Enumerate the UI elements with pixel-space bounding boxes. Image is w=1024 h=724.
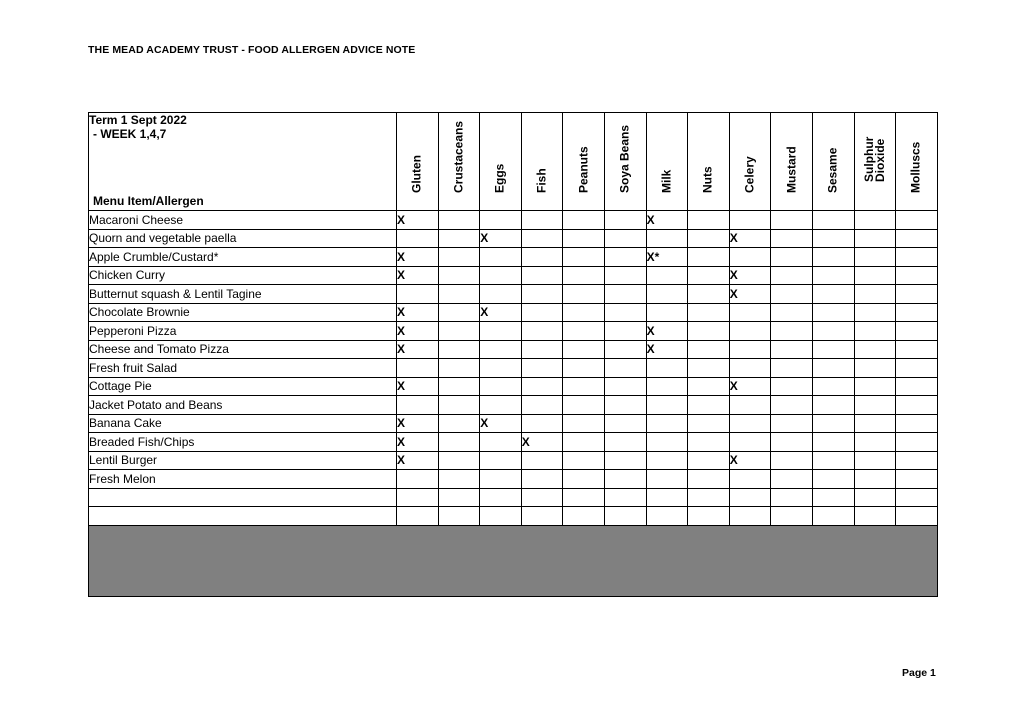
allergen-mark-cell xyxy=(521,340,563,359)
menu-item-cell: Butternut squash & Lentil Tagine xyxy=(89,285,397,304)
allergen-mark-cell xyxy=(438,229,480,248)
allergen-mark-cell xyxy=(563,414,605,433)
allergen-mark-cell xyxy=(604,414,646,433)
document-title: THE MEAD ACADEMY TRUST - FOOD ALLERGEN ADVICE NOTE xyxy=(88,44,416,56)
allergen-mark-cell xyxy=(604,248,646,267)
allergen-mark-cell xyxy=(604,377,646,396)
allergen-mark-cell xyxy=(480,396,522,415)
allergen-mark-cell xyxy=(812,359,854,378)
allergen-mark-cell xyxy=(812,303,854,322)
week-label: - WEEK 1,4,7 xyxy=(93,127,167,141)
allergen-mark-cell: X* xyxy=(646,248,688,267)
table-body xyxy=(89,211,938,597)
allergen-mark-cell xyxy=(438,470,480,489)
allergen-mark-cell xyxy=(854,211,896,230)
allergen-mark-cell xyxy=(688,470,730,489)
table-row xyxy=(89,359,938,378)
allergen-mark-cell xyxy=(480,507,522,526)
allergen-mark-cell xyxy=(563,211,605,230)
allergen-mark-cell xyxy=(896,322,938,341)
allergen-mark-cell xyxy=(604,266,646,285)
allergen-mark-cell xyxy=(854,470,896,489)
table-row xyxy=(89,433,938,452)
allergen-mark-cell xyxy=(604,303,646,322)
allergen-mark-cell xyxy=(563,266,605,285)
allergen-mark-cell: X xyxy=(397,414,439,433)
allergen-mark-cell xyxy=(563,377,605,396)
allergen-mark-cell xyxy=(604,451,646,470)
allergen-mark-cell xyxy=(729,414,771,433)
allergen-mark-cell xyxy=(480,285,522,304)
allergen-header-label: Milk xyxy=(659,169,674,193)
allergen-header-label: Peanuts xyxy=(576,146,591,193)
allergen-mark-cell: X xyxy=(646,322,688,341)
row-header-label: Menu Item/Allergen xyxy=(93,194,204,208)
allergen-mark-cell xyxy=(480,488,522,507)
allergen-header-label: Fish xyxy=(534,168,549,193)
allergen-mark-cell xyxy=(729,470,771,489)
allergen-mark-cell xyxy=(438,285,480,304)
allergen-mark-cell xyxy=(854,248,896,267)
allergen-mark-cell xyxy=(896,451,938,470)
allergen-mark-cell xyxy=(480,211,522,230)
allergen-mark-cell xyxy=(438,303,480,322)
allergen-mark-cell xyxy=(646,414,688,433)
allergen-mark-cell xyxy=(521,285,563,304)
table-row xyxy=(89,248,938,267)
allergen-mark-cell xyxy=(854,396,896,415)
allergen-mark-cell xyxy=(563,451,605,470)
allergen-mark-cell xyxy=(688,211,730,230)
allergen-mark-cell xyxy=(521,359,563,378)
allergen-mark-cell xyxy=(646,488,688,507)
allergen-mark-cell xyxy=(896,507,938,526)
allergen-mark-cell xyxy=(812,285,854,304)
allergen-mark-cell xyxy=(480,340,522,359)
allergen-mark-cell xyxy=(771,211,813,230)
allergen-mark-cell xyxy=(688,414,730,433)
allergen-mark-cell xyxy=(896,211,938,230)
allergen-mark-cell xyxy=(812,396,854,415)
allergen-mark-cell xyxy=(438,433,480,452)
allergen-mark-cell xyxy=(896,229,938,248)
allergen-mark-cell xyxy=(896,266,938,285)
allergen-header xyxy=(397,113,439,211)
allergen-mark-cell xyxy=(604,285,646,304)
allergen-mark-cell xyxy=(729,507,771,526)
allergen-mark-cell xyxy=(604,211,646,230)
allergen-mark-cell xyxy=(771,488,813,507)
allergen-mark-cell: X xyxy=(397,303,439,322)
allergen-mark-cell xyxy=(563,248,605,267)
allergen-header-label: Sesame xyxy=(825,147,840,193)
allergen-mark-cell xyxy=(604,340,646,359)
allergen-mark-cell xyxy=(646,507,688,526)
allergen-mark-cell xyxy=(646,285,688,304)
allergen-mark-cell xyxy=(812,470,854,489)
allergen-mark-cell xyxy=(771,470,813,489)
allergen-mark-cell xyxy=(480,451,522,470)
menu-item-cell: Chicken Curry xyxy=(89,266,397,285)
allergen-mark-cell xyxy=(812,451,854,470)
allergen-mark-cell xyxy=(688,229,730,248)
allergen-mark-cell xyxy=(646,266,688,285)
allergen-mark-cell xyxy=(688,266,730,285)
allergen-mark-cell xyxy=(480,248,522,267)
allergen-mark-cell xyxy=(812,229,854,248)
allergen-mark-cell xyxy=(604,433,646,452)
allergen-mark-cell xyxy=(688,322,730,341)
allergen-mark-cell xyxy=(438,340,480,359)
allergen-mark-cell: X xyxy=(397,248,439,267)
allergen-mark-cell xyxy=(480,322,522,341)
allergen-mark-cell xyxy=(771,266,813,285)
allergen-mark-cell xyxy=(729,359,771,378)
allergen-mark-cell xyxy=(521,470,563,489)
allergen-mark-cell xyxy=(854,488,896,507)
allergen-mark-cell xyxy=(729,248,771,267)
allergen-mark-cell xyxy=(812,488,854,507)
menu-item-cell: Jacket Potato and Beans xyxy=(89,396,397,415)
allergen-mark-cell xyxy=(688,248,730,267)
allergen-mark-cell: X xyxy=(397,266,439,285)
allergen-mark-cell xyxy=(729,303,771,322)
allergen-mark-cell xyxy=(896,285,938,304)
term-label: Term 1 Sept 2022 xyxy=(89,113,187,127)
allergen-mark-cell xyxy=(646,396,688,415)
menu-item-cell: Lentil Burger xyxy=(89,451,397,470)
allergen-mark-cell xyxy=(563,340,605,359)
allergen-mark-cell: X xyxy=(397,340,439,359)
allergen-header-label: Molluscs xyxy=(908,141,923,193)
allergen-mark-cell xyxy=(521,488,563,507)
filler-cell xyxy=(89,525,938,596)
allergen-header xyxy=(438,113,480,211)
allergen-mark-cell xyxy=(771,433,813,452)
allergen-mark-cell xyxy=(729,211,771,230)
allergen-header-label: Mustard xyxy=(784,146,799,193)
allergen-mark-cell xyxy=(771,507,813,526)
allergen-mark-cell xyxy=(771,303,813,322)
allergen-mark-cell xyxy=(438,451,480,470)
allergen-mark-cell xyxy=(854,266,896,285)
allergen-header-label: Eggs xyxy=(492,163,507,193)
menu-item-cell xyxy=(89,507,397,526)
allergen-mark-cell xyxy=(688,359,730,378)
allergen-mark-cell: X xyxy=(646,340,688,359)
table-row xyxy=(89,470,938,489)
allergen-mark-cell xyxy=(854,285,896,304)
allergen-mark-cell xyxy=(896,340,938,359)
allergen-header-label: Soya Beans xyxy=(617,124,632,193)
allergen-mark-cell xyxy=(812,507,854,526)
table-row xyxy=(89,229,938,248)
allergen-mark-cell xyxy=(729,322,771,341)
allergen-mark-cell xyxy=(438,322,480,341)
allergen-mark-cell xyxy=(397,285,439,304)
allergen-mark-cell xyxy=(771,248,813,267)
table-row xyxy=(89,211,938,230)
allergen-header xyxy=(521,113,563,211)
allergen-mark-cell xyxy=(854,359,896,378)
table-row xyxy=(89,303,938,322)
allergen-mark-cell xyxy=(521,396,563,415)
allergen-mark-cell xyxy=(688,433,730,452)
allergen-mark-cell xyxy=(563,359,605,378)
allergen-mark-cell xyxy=(688,377,730,396)
allergen-mark-cell xyxy=(688,285,730,304)
allergen-mark-cell xyxy=(896,414,938,433)
allergen-mark-cell xyxy=(812,248,854,267)
allergen-mark-cell xyxy=(521,507,563,526)
allergen-mark-cell xyxy=(812,414,854,433)
allergen-mark-cell xyxy=(854,340,896,359)
allergen-mark-cell xyxy=(771,322,813,341)
allergen-mark-cell xyxy=(521,322,563,341)
allergen-mark-cell xyxy=(812,433,854,452)
allergen-mark-cell xyxy=(646,470,688,489)
menu-item-cell: Banana Cake xyxy=(89,414,397,433)
allergen-mark-cell xyxy=(646,229,688,248)
allergen-mark-cell xyxy=(521,248,563,267)
filler-row xyxy=(89,525,938,596)
allergen-mark-cell xyxy=(480,266,522,285)
header-row xyxy=(89,113,938,211)
table-row xyxy=(89,488,938,507)
allergen-mark-cell: X xyxy=(480,229,522,248)
allergen-header-label: Nuts xyxy=(700,166,715,193)
allergen-header xyxy=(854,113,896,211)
allergen-mark-cell xyxy=(896,488,938,507)
allergen-mark-cell xyxy=(604,470,646,489)
allergen-mark-cell xyxy=(563,322,605,341)
allergen-mark-cell xyxy=(438,488,480,507)
allergen-header xyxy=(896,113,938,211)
allergen-mark-cell xyxy=(563,396,605,415)
allergen-mark-cell xyxy=(646,451,688,470)
allergen-mark-cell xyxy=(896,377,938,396)
allergen-header-label: Celery xyxy=(742,156,757,193)
allergen-mark-cell xyxy=(521,451,563,470)
allergen-mark-cell xyxy=(771,359,813,378)
menu-item-cell xyxy=(89,488,397,507)
allergen-mark-cell xyxy=(854,377,896,396)
allergen-mark-cell xyxy=(688,451,730,470)
allergen-mark-cell: X xyxy=(397,211,439,230)
allergen-mark-cell xyxy=(771,229,813,248)
allergen-mark-cell xyxy=(604,229,646,248)
allergen-header xyxy=(563,113,605,211)
menu-item-header xyxy=(89,113,397,211)
table-row xyxy=(89,266,938,285)
allergen-mark-cell xyxy=(646,433,688,452)
allergen-header xyxy=(604,113,646,211)
menu-item-cell: Pepperoni Pizza xyxy=(89,322,397,341)
allergen-mark-cell xyxy=(896,303,938,322)
allergen-mark-cell: X xyxy=(397,322,439,341)
allergen-mark-cell: X xyxy=(480,414,522,433)
allergen-mark-cell: X xyxy=(521,433,563,452)
table-row xyxy=(89,377,938,396)
allergen-mark-cell xyxy=(771,396,813,415)
allergen-mark-cell xyxy=(771,451,813,470)
allergen-mark-cell xyxy=(812,377,854,396)
allergen-mark-cell: X xyxy=(729,266,771,285)
allergen-mark-cell xyxy=(563,470,605,489)
allergen-mark-cell xyxy=(854,322,896,341)
allergen-header-label: Crustaceans xyxy=(451,120,466,193)
allergen-mark-cell xyxy=(438,211,480,230)
allergen-mark-cell xyxy=(688,303,730,322)
allergen-mark-cell xyxy=(521,414,563,433)
allergen-mark-cell xyxy=(563,507,605,526)
table-row xyxy=(89,451,938,470)
allergen-mark-cell xyxy=(854,507,896,526)
allergen-mark-cell xyxy=(604,507,646,526)
allergen-mark-cell: X xyxy=(729,285,771,304)
allergen-mark-cell xyxy=(480,377,522,396)
allergen-mark-cell xyxy=(438,414,480,433)
allergen-mark-cell xyxy=(397,359,439,378)
allergen-mark-cell xyxy=(521,266,563,285)
allergen-mark-cell xyxy=(563,229,605,248)
allergen-mark-cell xyxy=(854,229,896,248)
menu-item-cell: Macaroni Cheese xyxy=(89,211,397,230)
allergen-header xyxy=(729,113,771,211)
allergen-mark-cell: X xyxy=(646,211,688,230)
allergen-header-label: Sulphur Dioxide xyxy=(861,136,887,182)
allergen-mark-cell xyxy=(854,451,896,470)
allergen-mark-cell xyxy=(812,266,854,285)
table-row xyxy=(89,414,938,433)
menu-item-cell: Apple Crumble/Custard* xyxy=(89,248,397,267)
menu-item-cell: Breaded Fish/Chips xyxy=(89,433,397,452)
allergen-mark-cell xyxy=(729,340,771,359)
allergen-header-label: Gluten xyxy=(409,155,424,193)
allergen-mark-cell xyxy=(688,488,730,507)
page-number: Page 1 xyxy=(902,667,936,679)
allergen-mark-cell xyxy=(688,396,730,415)
allergen-mark-cell xyxy=(729,396,771,415)
allergen-mark-cell xyxy=(854,433,896,452)
allergen-mark-cell: X xyxy=(480,303,522,322)
allergen-mark-cell: X xyxy=(397,451,439,470)
allergen-mark-cell xyxy=(438,396,480,415)
allergen-mark-cell xyxy=(480,359,522,378)
allergen-mark-cell xyxy=(812,211,854,230)
allergen-mark-cell xyxy=(438,248,480,267)
menu-item-cell: Fresh Melon xyxy=(89,470,397,489)
allergen-mark-cell xyxy=(480,470,522,489)
allergen-mark-cell xyxy=(771,340,813,359)
allergen-mark-cell xyxy=(563,433,605,452)
allergen-mark-cell xyxy=(729,433,771,452)
allergen-mark-cell xyxy=(563,303,605,322)
allergen-mark-cell: X xyxy=(729,229,771,248)
allergen-mark-cell xyxy=(646,359,688,378)
allergen-mark-cell xyxy=(896,248,938,267)
allergen-table xyxy=(88,112,938,597)
allergen-header xyxy=(812,113,854,211)
allergen-header xyxy=(771,113,813,211)
allergen-mark-cell xyxy=(854,303,896,322)
allergen-mark-cell xyxy=(688,507,730,526)
allergen-mark-cell xyxy=(521,229,563,248)
allergen-mark-cell xyxy=(771,285,813,304)
allergen-mark-cell xyxy=(771,414,813,433)
allergen-mark-cell xyxy=(563,285,605,304)
allergen-mark-cell xyxy=(438,377,480,396)
allergen-mark-cell xyxy=(646,303,688,322)
allergen-header xyxy=(480,113,522,211)
allergen-mark-cell xyxy=(604,359,646,378)
allergen-mark-cell: X xyxy=(397,433,439,452)
menu-item-cell: Cottage Pie xyxy=(89,377,397,396)
allergen-mark-cell xyxy=(438,266,480,285)
allergen-mark-cell: X xyxy=(729,377,771,396)
allergen-mark-cell xyxy=(729,488,771,507)
allergen-mark-cell xyxy=(521,303,563,322)
menu-item-cell: Fresh fruit Salad xyxy=(89,359,397,378)
table-row xyxy=(89,285,938,304)
allergen-mark-cell xyxy=(480,433,522,452)
table-row xyxy=(89,340,938,359)
allergen-header xyxy=(688,113,730,211)
allergen-mark-cell xyxy=(771,377,813,396)
menu-item-cell: Cheese and Tomato Pizza xyxy=(89,340,397,359)
allergen-mark-cell xyxy=(604,322,646,341)
table-row xyxy=(89,322,938,341)
allergen-mark-cell xyxy=(563,488,605,507)
allergen-mark-cell xyxy=(688,340,730,359)
allergen-mark-cell xyxy=(854,414,896,433)
allergen-mark-cell xyxy=(521,211,563,230)
allergen-mark-cell xyxy=(896,359,938,378)
allergen-mark-cell xyxy=(521,377,563,396)
menu-item-cell: Chocolate Brownie xyxy=(89,303,397,322)
allergen-mark-cell xyxy=(896,433,938,452)
allergen-mark-cell xyxy=(604,488,646,507)
table-row xyxy=(89,507,938,526)
allergen-mark-cell xyxy=(397,396,439,415)
allergen-mark-cell xyxy=(397,507,439,526)
allergen-mark-cell: X xyxy=(729,451,771,470)
allergen-mark-cell xyxy=(397,470,439,489)
allergen-mark-cell: X xyxy=(397,377,439,396)
allergen-mark-cell xyxy=(397,229,439,248)
allergen-mark-cell xyxy=(646,377,688,396)
allergen-mark-cell xyxy=(438,359,480,378)
table-row xyxy=(89,396,938,415)
allergen-mark-cell xyxy=(812,322,854,341)
allergen-mark-cell xyxy=(896,470,938,489)
allergen-header xyxy=(646,113,688,211)
allergen-mark-cell xyxy=(896,396,938,415)
allergen-mark-cell xyxy=(604,396,646,415)
allergen-mark-cell xyxy=(397,488,439,507)
menu-item-cell: Quorn and vegetable paella xyxy=(89,229,397,248)
allergen-mark-cell xyxy=(438,507,480,526)
allergen-mark-cell xyxy=(812,340,854,359)
